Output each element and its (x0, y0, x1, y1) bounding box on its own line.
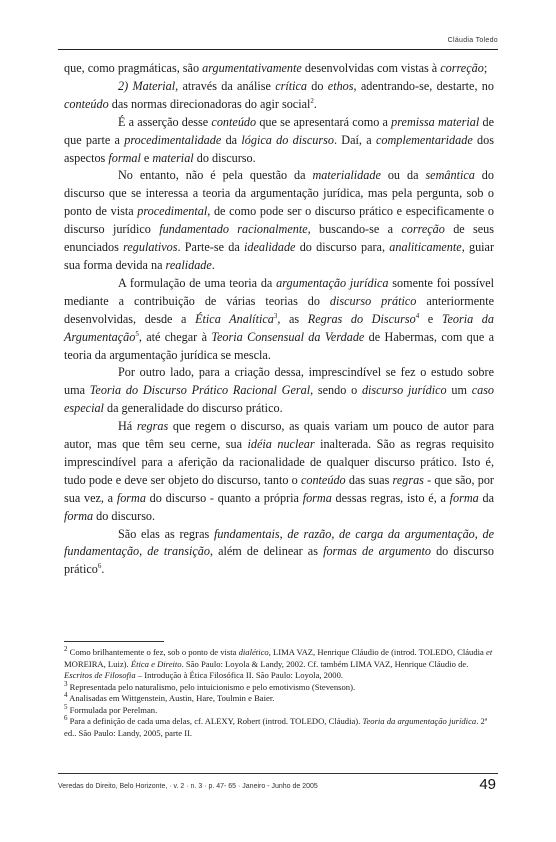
italic-text: premissa material (391, 114, 480, 129)
text-run: que, como pragmáticas, são (64, 61, 203, 75)
italic-text: idealidade (244, 240, 296, 255)
italic-text: analiticamente (389, 240, 462, 255)
text-run: somente foi possível mediante a contribuição de várias teorias do (64, 275, 494, 308)
italic-text: material (152, 150, 194, 165)
footnote (64, 693, 494, 705)
text-run: Por outro lado, para a criação dessa, imprescindível se fez o estudo sobre uma (64, 365, 494, 398)
footnote-ref: 4 (64, 691, 68, 700)
text-run: - que são, por sua vez, a (64, 472, 494, 505)
footnote-ref: 2 (64, 645, 68, 654)
italic-text: semântica (425, 168, 475, 183)
footnote (64, 702, 494, 717)
page-number: 49 (479, 776, 496, 793)
paragraph (64, 364, 494, 418)
italic-text: forma (116, 490, 146, 505)
italic-text: conteúdo (64, 96, 109, 111)
text-run: Há (118, 419, 137, 434)
footnote-ref: 6 (64, 714, 68, 723)
text-run: dessas regras, isto é, a (331, 490, 450, 505)
text-run: um (446, 383, 472, 398)
italic-text: procedimental (137, 204, 208, 219)
text-run: Representada pelo naturalismo, pelo intuicionismo e pelo emotivismo (Stevenson). (67, 681, 356, 692)
body-text (64, 60, 494, 579)
text-run: Formulada por Perelman. (67, 704, 158, 715)
header-rule (58, 49, 498, 50)
text-run: . Parte-se da (177, 240, 244, 255)
footnote (64, 647, 494, 682)
italic-text: conteúdo (300, 472, 346, 487)
text-run: – Introdução à Ética Filosófica II. São Paulo: Loyola, 2000. (135, 670, 344, 680)
footnote (64, 716, 494, 739)
italic-text: Escritos de Filosofia (64, 670, 136, 680)
text-run: ou da (380, 168, 426, 183)
text-run: de que parte a (64, 114, 494, 147)
text-run: da (478, 490, 494, 505)
italic-text: caso especial (64, 383, 495, 416)
text-run: Para a definição de cada uma delas, cf. ALEXY, Robert (introd. TOLEDO, Cláudia). (67, 716, 363, 726)
italic-text: Teoria da argumentação jurídica (362, 716, 477, 726)
text-run: dos aspectos (64, 132, 494, 165)
italic-text: Ética e Direito (130, 658, 182, 669)
text-run: que se apresentará como a (256, 114, 392, 129)
footer-rule (58, 773, 498, 774)
text-run: e (140, 150, 153, 165)
text-run: anteriormente desenvolvidas, desde a (64, 293, 494, 326)
italic-text: lógica do discurso (241, 132, 334, 147)
text-run: , sendo o (310, 383, 362, 398)
italic-text: forma (449, 490, 479, 505)
italic-text: regulativos (123, 240, 178, 255)
footnote-ref: 5 (64, 702, 68, 711)
text-run: do discurso. (93, 508, 156, 523)
text-run: , além de delinear as (209, 544, 324, 559)
footnote-ref: 4 (415, 311, 420, 320)
footnote-ref: 5 (135, 329, 139, 338)
text-run: . (211, 257, 215, 272)
text-run: desenvolvidas com vistas à (301, 61, 441, 75)
italic-text: Ética Analítica (195, 311, 274, 326)
text-run: de Habermas, com que a teoria da argumentação jurídica se mescla. (64, 329, 495, 362)
text-run: . 2ª ed.. São Paulo: Landy, 2005, parte II. (64, 716, 488, 738)
italic-text: formas de argumento (323, 544, 431, 559)
text-run: Analisadas em Wittgenstein, Austin, Hare, Toulmin e Baier. (67, 693, 275, 703)
paragraph (64, 60, 494, 78)
footnote-ref: 3 (64, 679, 68, 688)
italic-text: Teoria Consensual da Verdade (211, 329, 365, 344)
italic-text: Teoria do Discurso Prático Racional Geral (89, 383, 311, 398)
running-header-author: Cláudia Toledo (447, 37, 498, 44)
text-run: que regem o discurso, as quais variam um pouco de autor para autor, mas que têm seu cerne, sua (64, 419, 494, 452)
text-run: inalterada. São as regras requisito imprescindível para a aferição da racionalidade de qualquer discurso prático. Isto é, tudo pode e deve ser objeto do discurso, tanto o (64, 437, 494, 487)
footnote-rule (64, 641, 164, 642)
italic-text: complementaridade (375, 132, 473, 147)
paragraph (64, 418, 494, 525)
paragraph (64, 78, 494, 114)
footnote-ref: 2 (310, 96, 314, 105)
text-run: É a asserção desse (118, 114, 212, 129)
italic-text: Regras do Discurso (307, 311, 416, 326)
italic-text: formal (108, 150, 141, 165)
italic-text: idéia nuclear (247, 437, 315, 452)
text-run: do discurso prático (64, 544, 494, 577)
text-run: , até chegar à (138, 329, 212, 344)
paragraph (64, 114, 494, 168)
text-run: ; (483, 61, 488, 75)
text-run: , guiar sua forma devida na (64, 240, 495, 272)
italic-text: crítica (275, 78, 308, 93)
italic-text: dialético (238, 647, 269, 657)
italic-text: correção (440, 61, 484, 75)
italic-text: regras (392, 472, 424, 487)
text-run: e (419, 311, 442, 326)
italic-text: forma (64, 508, 94, 523)
footnote (64, 679, 494, 694)
text-run: do (307, 78, 328, 93)
text-run: Como brilhantemente o fez, sob o ponto de vista (67, 647, 239, 657)
italic-text: correção (401, 222, 445, 237)
text-run: , LIMA VAZ, Henrique Cláudio de (introd. TOLEDO, Cláudia (268, 647, 486, 657)
italic-text: fundamentado racionalmente (159, 222, 308, 237)
italic-text: procedimentalidade (124, 132, 222, 147)
text-run: MOREIRA, Luiz). (64, 658, 131, 669)
footnote-ref: 3 (273, 311, 278, 320)
text-run: A formulação de uma teoria da (118, 275, 277, 290)
italic-text: ethos (327, 78, 354, 93)
italic-text: forma (302, 490, 332, 505)
text-run: . Daí, a (333, 132, 376, 147)
text-run: , adentrando-se, destarte, no (353, 78, 494, 93)
text-run: da (221, 132, 242, 147)
text-run: No entanto, não é pela questão da (118, 168, 313, 183)
footnote-ref: 6 (97, 562, 102, 571)
text-run: . (313, 96, 317, 111)
italic-text: regras (136, 419, 169, 434)
text-run: . São Paulo: Loyola & Landy, 2002. Cf. também LIMA VAZ, Henrique Cláudio de. (181, 658, 469, 669)
text-run: São elas as regras (118, 526, 214, 541)
text-run: do discurso. (193, 150, 256, 165)
italic-text: argumentativamente (202, 61, 302, 75)
italic-text: et (486, 647, 493, 657)
text-run: , através da análise (175, 78, 276, 93)
italic-text: realidade (165, 257, 212, 272)
italic-text: discurso jurídico (361, 383, 447, 398)
italic-text: 2) Material (118, 78, 176, 93)
paragraph (64, 167, 494, 274)
italic-text: discurso prático (329, 293, 417, 308)
text-run: das suas (345, 472, 393, 487)
text-run: do discurso - quanto a própria (145, 490, 303, 505)
footer-journal-citation: Veredas do Direito, Belo Horizonte, · v. 2 · n. 3 · p. 47- 65 · Janeiro - Junho de 2005 (58, 783, 318, 790)
footnotes (64, 647, 494, 739)
text-run: , as (277, 311, 308, 326)
italic-text: materialidade (312, 168, 381, 183)
text-run: de seus enunciados (64, 222, 495, 255)
italic-text: fundamentais, de razão, de carga da argumentação, de fundamentação, de transição (64, 526, 495, 559)
italic-text: conteúdo (211, 114, 257, 129)
text-run: . (101, 562, 105, 577)
italic-text: argumentação jurídica (276, 275, 389, 290)
text-run: da generalidade do discurso prático. (103, 401, 283, 416)
text-run: do discurso que se interessa a teoria da argumentação jurídica, mas pela pergunta, sob o ponto de vista (64, 168, 494, 219)
text-run: , buscando-se a (307, 222, 402, 237)
text-run: do discurso para, (295, 240, 390, 255)
paragraph (64, 275, 494, 365)
text-run: das normas direcionadoras do agir social (108, 96, 311, 111)
paragraph (64, 526, 494, 580)
italic-text: Teoria da Argumentação (64, 311, 494, 344)
text-run: , de como pode ser o discurso prático e especificamente o discurso jurídico (64, 204, 494, 237)
